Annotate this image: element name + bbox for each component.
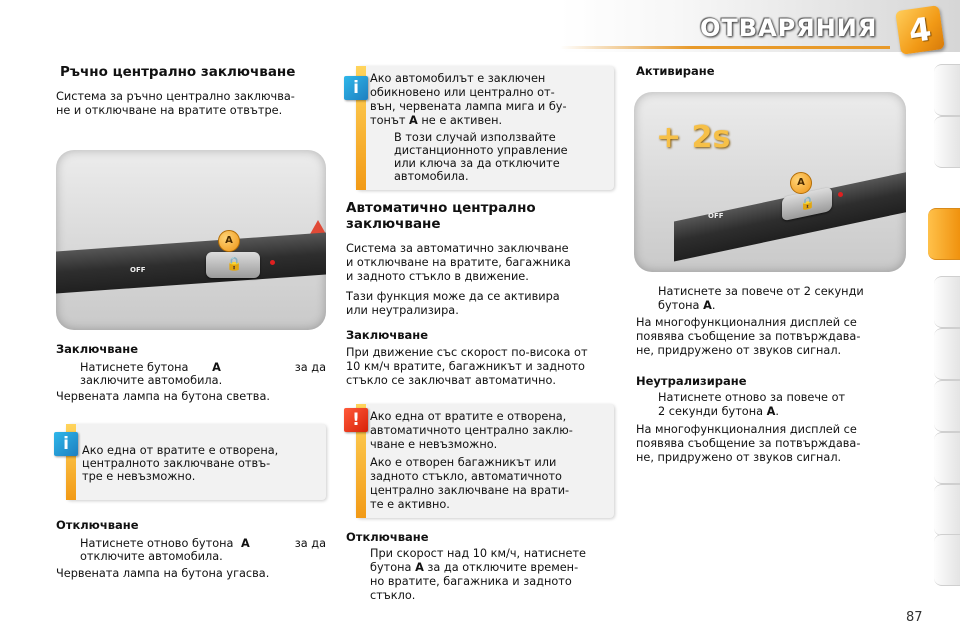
neutralize-instruction-line-2-end: . (775, 405, 779, 418)
info-note-left (66, 424, 326, 500)
auto-unlock-line-2 (370, 561, 578, 575)
red-lamp-indicator (270, 260, 275, 265)
chapter-tab-7[interactable] (934, 380, 960, 432)
activation-text-line-1: Тази функция може да се активира (346, 290, 560, 303)
auto-lock-text-line-3: стъкло се заключват автоматично. (346, 374, 556, 387)
header-underline (560, 46, 890, 49)
page-title: ОТВАРЯНИЯ (700, 14, 878, 42)
info-note-middle-line-4 (370, 114, 502, 128)
neutralize-instruction-line-2 (658, 405, 779, 419)
auto-unlock-line-4: стъкло. (370, 589, 416, 602)
activation-result-line-3: не, придружено от звуков сигнал. (636, 344, 842, 357)
section-title-auto-locking-line-2: заключване (346, 216, 441, 232)
lock-heading: Заключване (56, 342, 139, 356)
activation-instruction-line-1: Натиснете за повече от 2 секунди (658, 285, 864, 298)
neutralize-instruction-line-1: Натиснете отново за повече от (658, 391, 846, 404)
neutralize-instruction-line-2-start: 2 секунди бутона (658, 405, 764, 418)
unlock-instruction-line-1 (80, 537, 326, 551)
info-note-middle-bullet-line-4: автомобила. (394, 170, 469, 183)
unlock-instruction-start: Натиснете отново бутона (80, 537, 234, 550)
info-note-middle-line-1: Ако автомобилът е заключен (370, 72, 546, 85)
unlock-instruction-line-2: отключите автомобила. (80, 550, 223, 563)
button-a-ref: A (766, 405, 776, 418)
padlock-icon: 🔒 (226, 257, 243, 272)
section-title-auto-locking-line-1: Автоматично централно (346, 200, 536, 216)
neutralize-heading: Неутрализиране (636, 374, 747, 388)
dashboard-strip (56, 233, 326, 294)
chapter-tab-2[interactable] (934, 116, 960, 168)
off-label: OFF (130, 266, 146, 274)
unlock-instruction-end: за да (294, 537, 326, 550)
off-label: OFF (708, 212, 724, 220)
padlock-icon: 🔒 (800, 194, 815, 212)
info-note-middle-line-4-end: не е активен. (421, 114, 503, 127)
auto-unlock-line-3: но вратите, багажника и задното (370, 575, 572, 588)
info-note-middle-bullet-line-1: В този случай използвайте (394, 131, 556, 144)
activation-heading: Активиране (636, 64, 715, 78)
manual-locking-intro-line-2: не и отключване на вратите отвътре. (56, 104, 283, 117)
info-note-middle-line-3: вън, червената лампа мига и бу- (370, 100, 567, 113)
unlock-result-text: Червената лампа на бутона угасва. (56, 567, 270, 580)
button-a-marker: A (790, 172, 812, 194)
activation-result-line-2: появява съобщение за потвърждава- (636, 330, 861, 343)
info-note-middle-line-4-start: тонът (370, 114, 406, 127)
info-note-middle-bullet-line-2: дистанционното управление (394, 144, 568, 157)
button-a-ref: A (409, 114, 418, 127)
neutralize-result-line-1: На многофункционалния дисплей се (636, 423, 857, 436)
auto-unlock-line-2-start: бутона (370, 561, 412, 574)
chapter-tab-active[interactable] (928, 208, 960, 260)
button-a-ref: A (415, 561, 424, 574)
timer-label: + 2s (656, 120, 731, 155)
auto-locking-intro-line-2: и отключване на вратите, багажника (346, 256, 571, 269)
warning-note-line-1: Ако една от вратите е отворена, (370, 410, 567, 423)
central-lock-button-photo (56, 150, 326, 330)
lock-result-text: Червената лампа на бутона светва. (56, 390, 270, 403)
info-note-left-line-3: тре е невъзможно. (82, 470, 196, 483)
activation-instruction-line-2 (658, 299, 715, 313)
chapter-tab-5[interactable] (934, 276, 960, 328)
warning-note-line-3: чване е невъзможно. (370, 438, 498, 451)
page-number: 87 (906, 610, 923, 625)
button-a-ref: A (212, 361, 221, 374)
info-icon: i (54, 432, 78, 456)
lock-instruction-start: Натиснете бутона (80, 361, 189, 374)
warning-note-line-2: автоматичното централно заклю- (370, 424, 573, 437)
info-note-left-line-1: Ако една от вратите е отворена, (82, 444, 279, 457)
red-lamp-indicator (838, 192, 843, 197)
central-lock-button (206, 252, 260, 278)
neutralize-result-line-2: появява съобщение за потвърждава- (636, 437, 861, 450)
chapter-number-badge: 4 (895, 5, 945, 55)
auto-lock-text-line-1: При движение със скорост по-висока от (346, 346, 588, 359)
warning-note-line-7: те е активно. (370, 498, 450, 511)
chapter-tab-8[interactable] (934, 432, 960, 484)
warning-icon: ! (344, 408, 368, 432)
info-note-middle-line-2: обикновено или централно от- (370, 86, 555, 99)
auto-locking-intro-line-3: и задното стъкло в движение. (346, 270, 529, 283)
chapter-tab-1[interactable] (934, 64, 960, 116)
lock-instruction-line-1 (80, 361, 326, 375)
lock-instruction-line-2: заключите автомобила. (80, 374, 223, 387)
lock-instruction-end: за да (294, 361, 326, 374)
activation-instruction-line-2-start: бутона (658, 299, 700, 312)
chapter-tab-10[interactable] (934, 534, 960, 586)
activation-text-line-2: или неутрализира. (346, 304, 459, 317)
auto-lock-text-line-2: 10 км/ч вратите, багажникът и задното (346, 360, 585, 373)
chapter-tab-strip (928, 64, 960, 584)
auto-unlock-line-1: При скорост над 10 км/ч, натиснете (370, 547, 587, 560)
auto-unlock-line-2-end: за да отключите времен- (427, 561, 579, 574)
chapter-tab-6[interactable] (934, 328, 960, 380)
activation-button-photo (634, 92, 906, 272)
button-a-ref: A (703, 299, 712, 312)
info-note-middle-bullet-line-3: или ключа за да отключите (394, 157, 560, 170)
button-a-marker: A (218, 230, 240, 252)
warning-note-line-6: централно заключване на врати- (370, 484, 570, 497)
chapter-tab-9[interactable] (934, 484, 960, 536)
activation-instruction-line-2-end: . (711, 299, 716, 312)
manual-locking-intro-line-1: Система за ръчно централно заключва- (56, 90, 295, 103)
info-note-left-line-2: централното заключване отвъ- (82, 457, 271, 470)
warning-note-line-4: Ако е отворен багажникът или (370, 456, 557, 469)
auto-locking-intro-line-1: Система за автоматично заключване (346, 242, 569, 255)
auto-lock-heading: Заключване (346, 328, 429, 342)
warning-note-middle (356, 404, 614, 518)
section-title-manual-locking: Ръчно централно заключване (60, 64, 296, 80)
warning-note-line-5: задното стъкло, автоматичното (370, 470, 562, 483)
info-note-middle (356, 66, 614, 190)
button-a-ref: A (241, 537, 250, 550)
auto-unlock-heading: Отключване (346, 530, 429, 544)
activation-result-line-1: На многофункционалния дисплей се (636, 316, 857, 329)
unlock-heading: Отключване (56, 518, 139, 532)
info-icon: i (344, 76, 368, 100)
neutralize-result-line-3: не, придружено от звуков сигнал. (636, 451, 842, 464)
